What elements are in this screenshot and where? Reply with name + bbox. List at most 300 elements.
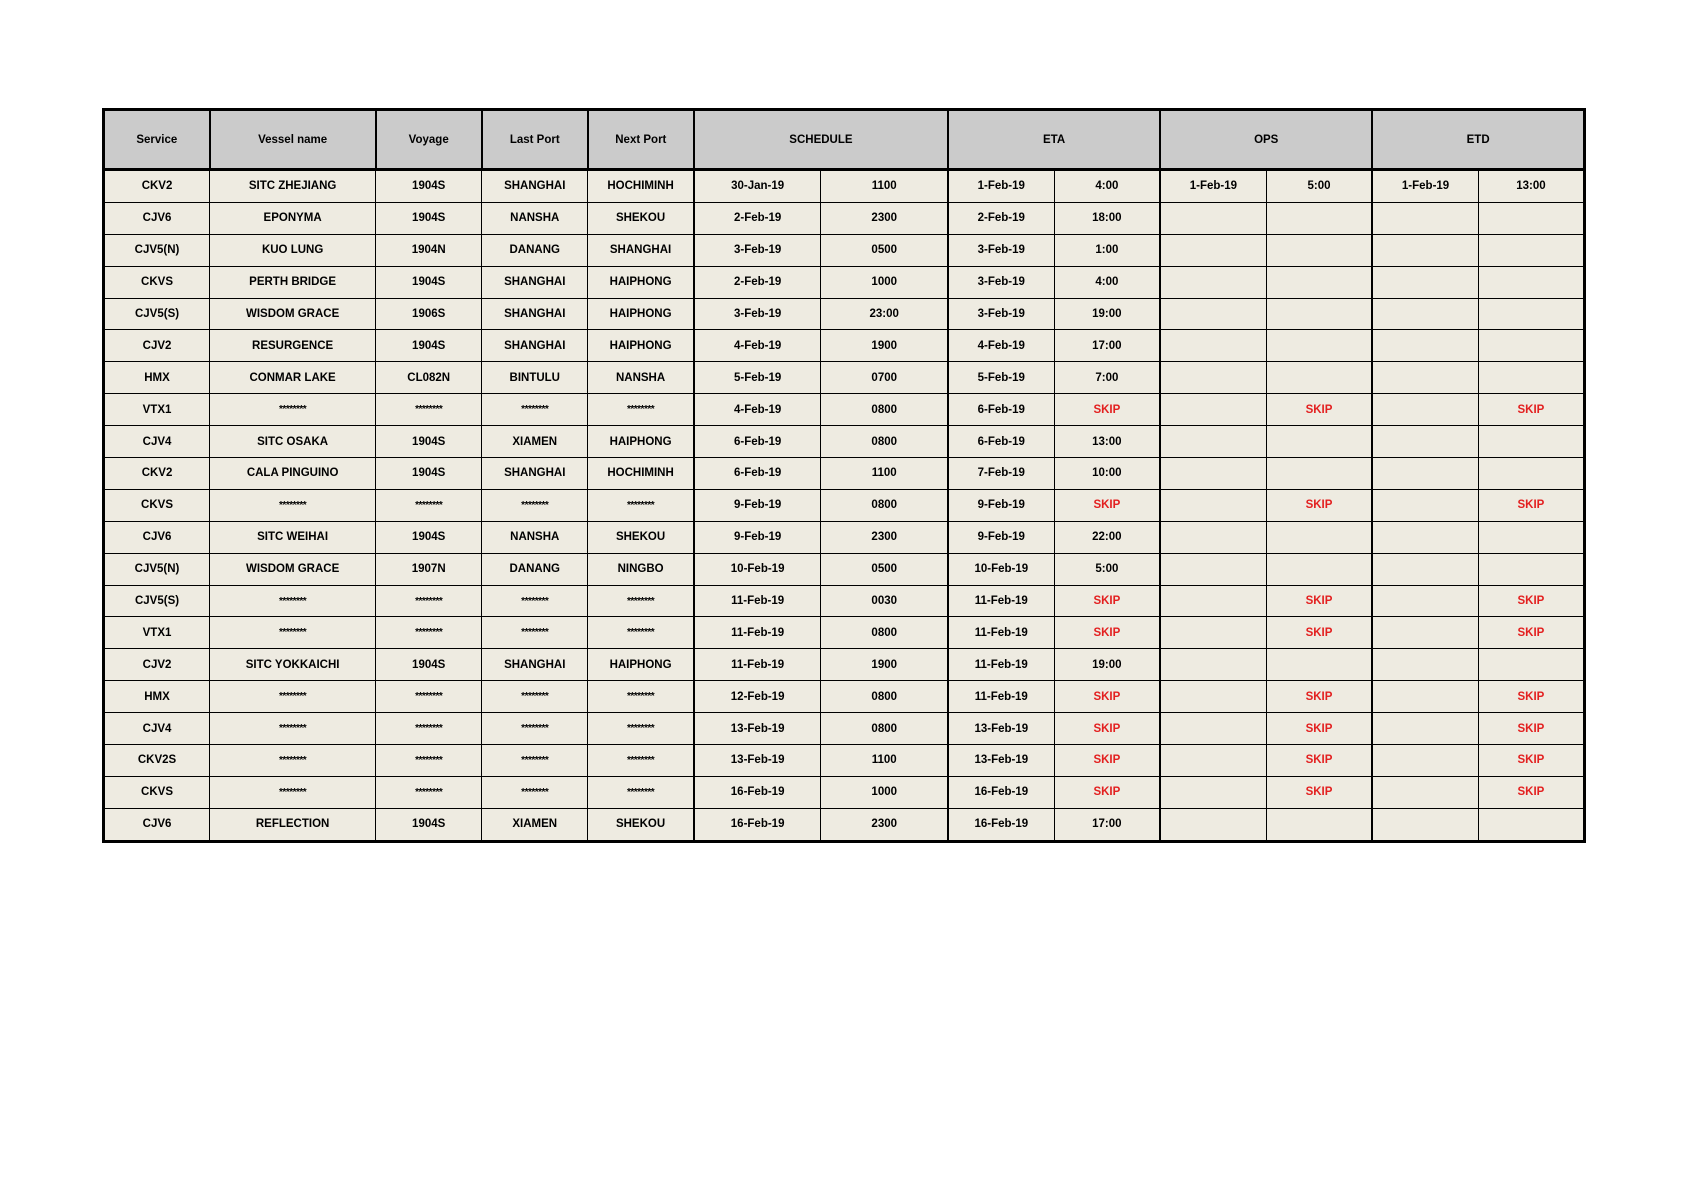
cell-eta-date: 11-Feb-19 <box>948 649 1054 681</box>
cell-ops-date: 1-Feb-19 <box>1160 170 1266 203</box>
cell-eta-date: 9-Feb-19 <box>948 521 1054 553</box>
cell-eta-date: 5-Feb-19 <box>948 362 1054 394</box>
cell-etd-time: 13:00 <box>1478 170 1584 203</box>
cell-etd-time <box>1478 298 1584 330</box>
cell-eta-time: SKIP <box>1054 745 1160 777</box>
cell-etd-date <box>1372 458 1478 490</box>
cell-schedule-date: 10-Feb-19 <box>694 553 821 585</box>
cell-next-port: HOCHIMINH <box>588 458 694 490</box>
cell-etd-time <box>1478 234 1584 266</box>
cell-ops-date <box>1160 234 1266 266</box>
cell-ops-time <box>1266 521 1372 553</box>
cell-ops-date <box>1160 266 1266 298</box>
cell-etd-time: SKIP <box>1478 681 1584 713</box>
cell-eta-time: SKIP <box>1054 617 1160 649</box>
cell-etd-time: SKIP <box>1478 776 1584 808</box>
cell-etd-date <box>1372 776 1478 808</box>
cell-service: CKV2 <box>104 170 210 203</box>
header-row <box>104 110 1585 170</box>
cell-ops-time <box>1266 458 1372 490</box>
cell-etd-time: SKIP <box>1478 713 1584 745</box>
cell-eta-date: 16-Feb-19 <box>948 808 1054 841</box>
cell-next-port: ******** <box>588 617 694 649</box>
cell-next-port: ******** <box>588 713 694 745</box>
cell-vessel-name: PERTH BRIDGE <box>210 266 376 298</box>
cell-eta-date: 13-Feb-19 <box>948 745 1054 777</box>
cell-etd-time <box>1478 649 1584 681</box>
cell-schedule-time: 0500 <box>821 234 948 266</box>
cell-vessel-name: ******** <box>210 394 376 426</box>
cell-ops-time <box>1266 330 1372 362</box>
cell-etd-date <box>1372 585 1478 617</box>
cell-schedule-date: 11-Feb-19 <box>694 617 821 649</box>
cell-ops-date <box>1160 553 1266 585</box>
cell-vessel-name: WISDOM GRACE <box>210 298 376 330</box>
cell-ops-date <box>1160 394 1266 426</box>
cell-next-port: HAIPHONG <box>588 330 694 362</box>
cell-etd-date <box>1372 649 1478 681</box>
cell-eta-time: SKIP <box>1054 713 1160 745</box>
cell-voyage: ******** <box>376 585 482 617</box>
cell-schedule-date: 16-Feb-19 <box>694 776 821 808</box>
cell-schedule-time: 0700 <box>821 362 948 394</box>
table-row <box>104 298 1585 330</box>
cell-service: CJV5(S) <box>104 298 210 330</box>
header-schedule: SCHEDULE <box>694 110 948 170</box>
cell-schedule-time: 0800 <box>821 681 948 713</box>
cell-etd-date <box>1372 426 1478 458</box>
cell-service: CKV2 <box>104 458 210 490</box>
table-row <box>104 521 1585 553</box>
cell-schedule-time: 1000 <box>821 776 948 808</box>
cell-ops-date <box>1160 776 1266 808</box>
cell-vessel-name: RESURGENCE <box>210 330 376 362</box>
cell-etd-time <box>1478 553 1584 585</box>
cell-ops-time: SKIP <box>1266 585 1372 617</box>
cell-etd-time: SKIP <box>1478 617 1584 649</box>
table-row <box>104 808 1585 841</box>
cell-eta-date: 1-Feb-19 <box>948 170 1054 203</box>
cell-eta-time: 19:00 <box>1054 649 1160 681</box>
cell-schedule-date: 11-Feb-19 <box>694 649 821 681</box>
cell-next-port: ******** <box>588 776 694 808</box>
cell-service: CJV2 <box>104 330 210 362</box>
cell-vessel-name: SITC OSAKA <box>210 426 376 458</box>
cell-last-port: XIAMEN <box>482 426 588 458</box>
cell-ops-date <box>1160 585 1266 617</box>
cell-last-port: SHANGHAI <box>482 298 588 330</box>
cell-service: CJV5(N) <box>104 553 210 585</box>
cell-schedule-time: 0800 <box>821 617 948 649</box>
cell-schedule-time: 1100 <box>821 170 948 203</box>
cell-next-port: SHEKOU <box>588 521 694 553</box>
cell-vessel-name: ******** <box>210 776 376 808</box>
cell-ops-time: SKIP <box>1266 394 1372 426</box>
table-row <box>104 745 1585 777</box>
cell-service: CJV4 <box>104 426 210 458</box>
header-ops: OPS <box>1160 110 1372 170</box>
cell-next-port: ******** <box>588 394 694 426</box>
header-next-port: Next Port <box>588 110 694 170</box>
cell-eta-date: 9-Feb-19 <box>948 489 1054 521</box>
cell-service: VTX1 <box>104 617 210 649</box>
cell-vessel-name: WISDOM GRACE <box>210 553 376 585</box>
cell-ops-date <box>1160 808 1266 841</box>
cell-etd-date <box>1372 234 1478 266</box>
cell-vessel-name: ******** <box>210 617 376 649</box>
cell-etd-date <box>1372 681 1478 713</box>
cell-ops-date <box>1160 521 1266 553</box>
cell-voyage: 1904S <box>376 266 482 298</box>
cell-schedule-date: 3-Feb-19 <box>694 298 821 330</box>
cell-etd-date <box>1372 266 1478 298</box>
cell-last-port: SHANGHAI <box>482 458 588 490</box>
cell-voyage: 1904S <box>376 521 482 553</box>
cell-etd-date <box>1372 553 1478 585</box>
table-row <box>104 330 1585 362</box>
cell-etd-time: SKIP <box>1478 394 1584 426</box>
cell-eta-time: SKIP <box>1054 681 1160 713</box>
cell-last-port: ******** <box>482 489 588 521</box>
cell-eta-time: 4:00 <box>1054 170 1160 203</box>
cell-next-port: SHANGHAI <box>588 234 694 266</box>
cell-vessel-name: ******** <box>210 713 376 745</box>
cell-schedule-date: 12-Feb-19 <box>694 681 821 713</box>
cell-schedule-date: 9-Feb-19 <box>694 521 821 553</box>
cell-schedule-time: 0800 <box>821 394 948 426</box>
cell-eta-date: 2-Feb-19 <box>948 202 1054 234</box>
cell-service: CJV5(N) <box>104 234 210 266</box>
cell-etd-date <box>1372 808 1478 841</box>
cell-ops-date <box>1160 745 1266 777</box>
cell-vessel-name: ******** <box>210 745 376 777</box>
table-row <box>104 458 1585 490</box>
cell-ops-date <box>1160 362 1266 394</box>
cell-eta-time: 17:00 <box>1054 330 1160 362</box>
cell-voyage: 1904S <box>376 808 482 841</box>
cell-ops-time: SKIP <box>1266 617 1372 649</box>
cell-etd-time: SKIP <box>1478 585 1584 617</box>
cell-service: CKV2S <box>104 745 210 777</box>
cell-ops-time: SKIP <box>1266 713 1372 745</box>
cell-last-port: SHANGHAI <box>482 266 588 298</box>
cell-eta-date: 6-Feb-19 <box>948 394 1054 426</box>
table-row <box>104 776 1585 808</box>
cell-schedule-date: 6-Feb-19 <box>694 426 821 458</box>
cell-vessel-name: CONMAR LAKE <box>210 362 376 394</box>
cell-schedule-date: 3-Feb-19 <box>694 234 821 266</box>
cell-ops-time <box>1266 202 1372 234</box>
cell-etd-time <box>1478 202 1584 234</box>
cell-etd-time <box>1478 426 1584 458</box>
cell-last-port: ******** <box>482 713 588 745</box>
cell-eta-date: 11-Feb-19 <box>948 681 1054 713</box>
cell-eta-date: 10-Feb-19 <box>948 553 1054 585</box>
cell-eta-time: SKIP <box>1054 585 1160 617</box>
cell-eta-date: 3-Feb-19 <box>948 298 1054 330</box>
cell-schedule-time: 0030 <box>821 585 948 617</box>
cell-service: CJV4 <box>104 713 210 745</box>
table-row <box>104 681 1585 713</box>
table-row <box>104 713 1585 745</box>
cell-schedule-time: 2300 <box>821 521 948 553</box>
cell-last-port: ******** <box>482 617 588 649</box>
cell-eta-time: 4:00 <box>1054 266 1160 298</box>
cell-etd-date <box>1372 745 1478 777</box>
cell-ops-time: SKIP <box>1266 776 1372 808</box>
table-row <box>104 266 1585 298</box>
cell-etd-date <box>1372 617 1478 649</box>
cell-next-port: SHEKOU <box>588 808 694 841</box>
table-row <box>104 426 1585 458</box>
cell-eta-date: 11-Feb-19 <box>948 585 1054 617</box>
cell-vessel-name: EPONYMA <box>210 202 376 234</box>
table-row <box>104 617 1585 649</box>
cell-eta-time: 10:00 <box>1054 458 1160 490</box>
table-row <box>104 489 1585 521</box>
cell-last-port: ******** <box>482 681 588 713</box>
cell-voyage: 1904S <box>376 330 482 362</box>
cell-schedule-date: 2-Feb-19 <box>694 266 821 298</box>
cell-voyage: 1904S <box>376 202 482 234</box>
cell-ops-date <box>1160 330 1266 362</box>
cell-eta-time: 7:00 <box>1054 362 1160 394</box>
cell-voyage: ******** <box>376 713 482 745</box>
table-row <box>104 234 1585 266</box>
cell-next-port: HAIPHONG <box>588 426 694 458</box>
cell-eta-time: 18:00 <box>1054 202 1160 234</box>
cell-voyage: ******** <box>376 776 482 808</box>
cell-next-port: HAIPHONG <box>588 649 694 681</box>
cell-schedule-time: 1900 <box>821 649 948 681</box>
cell-eta-date: 7-Feb-19 <box>948 458 1054 490</box>
cell-next-port: HOCHIMINH <box>588 170 694 203</box>
cell-etd-time <box>1478 330 1584 362</box>
cell-voyage: ******** <box>376 617 482 649</box>
cell-voyage: ******** <box>376 681 482 713</box>
cell-eta-date: 3-Feb-19 <box>948 234 1054 266</box>
cell-next-port: HAIPHONG <box>588 298 694 330</box>
cell-ops-time <box>1266 649 1372 681</box>
cell-eta-time: 17:00 <box>1054 808 1160 841</box>
cell-schedule-date: 30-Jan-19 <box>694 170 821 203</box>
cell-ops-time <box>1266 298 1372 330</box>
cell-service: CJV2 <box>104 649 210 681</box>
cell-eta-date: 6-Feb-19 <box>948 426 1054 458</box>
cell-next-port: ******** <box>588 681 694 713</box>
table-row <box>104 202 1585 234</box>
cell-next-port: NINGBO <box>588 553 694 585</box>
cell-last-port: ******** <box>482 745 588 777</box>
cell-last-port: DANANG <box>482 234 588 266</box>
cell-eta-time: SKIP <box>1054 489 1160 521</box>
cell-last-port: XIAMEN <box>482 808 588 841</box>
cell-voyage: ******** <box>376 489 482 521</box>
cell-schedule-date: 9-Feb-19 <box>694 489 821 521</box>
cell-ops-date <box>1160 681 1266 713</box>
cell-eta-time: 22:00 <box>1054 521 1160 553</box>
cell-next-port: SHEKOU <box>588 202 694 234</box>
cell-etd-time <box>1478 266 1584 298</box>
cell-eta-time: SKIP <box>1054 394 1160 426</box>
cell-schedule-time: 0800 <box>821 489 948 521</box>
table-row <box>104 394 1585 426</box>
cell-service: HMX <box>104 681 210 713</box>
cell-etd-time: SKIP <box>1478 489 1584 521</box>
cell-etd-time <box>1478 362 1584 394</box>
cell-vessel-name: ******** <box>210 489 376 521</box>
cell-schedule-time: 2300 <box>821 808 948 841</box>
cell-last-port: ******** <box>482 585 588 617</box>
cell-ops-date <box>1160 298 1266 330</box>
table-row <box>104 585 1585 617</box>
cell-service: CKVS <box>104 776 210 808</box>
cell-eta-date: 13-Feb-19 <box>948 713 1054 745</box>
cell-service: CJV6 <box>104 521 210 553</box>
cell-schedule-time: 0800 <box>821 426 948 458</box>
cell-vessel-name: KUO LUNG <box>210 234 376 266</box>
cell-service: CJV6 <box>104 808 210 841</box>
cell-eta-date: 3-Feb-19 <box>948 266 1054 298</box>
cell-etd-time <box>1478 521 1584 553</box>
cell-schedule-time: 0800 <box>821 713 948 745</box>
cell-ops-time <box>1266 808 1372 841</box>
cell-etd-time <box>1478 808 1584 841</box>
cell-schedule-date: 11-Feb-19 <box>694 585 821 617</box>
header-last-port: Last Port <box>482 110 588 170</box>
cell-voyage: ******** <box>376 394 482 426</box>
cell-schedule-date: 6-Feb-19 <box>694 458 821 490</box>
cell-ops-time: SKIP <box>1266 681 1372 713</box>
cell-schedule-date: 4-Feb-19 <box>694 394 821 426</box>
cell-etd-date <box>1372 202 1478 234</box>
cell-ops-time: 5:00 <box>1266 170 1372 203</box>
cell-service: CKVS <box>104 266 210 298</box>
cell-eta-time: 19:00 <box>1054 298 1160 330</box>
cell-etd-time: SKIP <box>1478 745 1584 777</box>
cell-schedule-date: 16-Feb-19 <box>694 808 821 841</box>
cell-ops-date <box>1160 458 1266 490</box>
cell-service: CJV5(S) <box>104 585 210 617</box>
cell-voyage: ******** <box>376 745 482 777</box>
cell-schedule-time: 1900 <box>821 330 948 362</box>
cell-last-port: DANANG <box>482 553 588 585</box>
cell-last-port: SHANGHAI <box>482 649 588 681</box>
cell-ops-time: SKIP <box>1266 745 1372 777</box>
cell-last-port: ******** <box>482 776 588 808</box>
cell-voyage: 1907N <box>376 553 482 585</box>
cell-etd-date: 1-Feb-19 <box>1372 170 1478 203</box>
cell-ops-date <box>1160 713 1266 745</box>
cell-vessel-name: SITC ZHEJIANG <box>210 170 376 203</box>
cell-service: VTX1 <box>104 394 210 426</box>
cell-etd-date <box>1372 713 1478 745</box>
cell-eta-date: 11-Feb-19 <box>948 617 1054 649</box>
cell-vessel-name: SITC YOKKAICHI <box>210 649 376 681</box>
cell-etd-date <box>1372 521 1478 553</box>
cell-schedule-time: 1100 <box>821 745 948 777</box>
cell-voyage: 1904S <box>376 649 482 681</box>
cell-etd-date <box>1372 330 1478 362</box>
cell-service: CKVS <box>104 489 210 521</box>
cell-vessel-name: CALA PINGUINO <box>210 458 376 490</box>
cell-next-port: ******** <box>588 489 694 521</box>
cell-etd-date <box>1372 362 1478 394</box>
cell-ops-time <box>1266 362 1372 394</box>
cell-voyage: 1904N <box>376 234 482 266</box>
cell-schedule-time: 23:00 <box>821 298 948 330</box>
cell-ops-date <box>1160 489 1266 521</box>
cell-ops-date <box>1160 649 1266 681</box>
cell-schedule-time: 2300 <box>821 202 948 234</box>
cell-eta-date: 16-Feb-19 <box>948 776 1054 808</box>
cell-etd-date <box>1372 298 1478 330</box>
cell-next-port: ******** <box>588 585 694 617</box>
cell-etd-date <box>1372 489 1478 521</box>
cell-voyage: 1904S <box>376 458 482 490</box>
table-row <box>104 649 1585 681</box>
cell-last-port: BINTULU <box>482 362 588 394</box>
cell-schedule-date: 2-Feb-19 <box>694 202 821 234</box>
header-etd: ETD <box>1372 110 1584 170</box>
cell-etd-time <box>1478 458 1584 490</box>
table-header <box>104 110 1585 170</box>
cell-schedule-time: 1000 <box>821 266 948 298</box>
cell-last-port: NANSHA <box>482 202 588 234</box>
cell-next-port: HAIPHONG <box>588 266 694 298</box>
cell-last-port: ******** <box>482 394 588 426</box>
header-voyage: Voyage <box>376 110 482 170</box>
header-service: Service <box>104 110 210 170</box>
cell-ops-date <box>1160 617 1266 649</box>
cell-ops-time: SKIP <box>1266 489 1372 521</box>
cell-vessel-name: ******** <box>210 681 376 713</box>
cell-vessel-name: SITC WEIHAI <box>210 521 376 553</box>
cell-ops-time <box>1266 426 1372 458</box>
cell-eta-date: 4-Feb-19 <box>948 330 1054 362</box>
cell-schedule-time: 0500 <box>821 553 948 585</box>
cell-ops-date <box>1160 426 1266 458</box>
cell-ops-time <box>1266 553 1372 585</box>
cell-voyage: 1904S <box>376 426 482 458</box>
cell-last-port: SHANGHAI <box>482 170 588 203</box>
table-row <box>104 553 1585 585</box>
header-vessel-name: Vessel name <box>210 110 376 170</box>
cell-voyage: 1906S <box>376 298 482 330</box>
cell-service: CJV6 <box>104 202 210 234</box>
cell-voyage: CL082N <box>376 362 482 394</box>
cell-eta-time: SKIP <box>1054 776 1160 808</box>
cell-next-port: ******** <box>588 745 694 777</box>
cell-schedule-date: 13-Feb-19 <box>694 713 821 745</box>
cell-next-port: NANSHA <box>588 362 694 394</box>
cell-schedule-time: 1100 <box>821 458 948 490</box>
cell-eta-time: 5:00 <box>1054 553 1160 585</box>
cell-eta-time: 13:00 <box>1054 426 1160 458</box>
cell-etd-date <box>1372 394 1478 426</box>
cell-schedule-date: 13-Feb-19 <box>694 745 821 777</box>
cell-ops-time <box>1266 266 1372 298</box>
cell-ops-date <box>1160 202 1266 234</box>
table-body <box>104 170 1585 842</box>
cell-last-port: NANSHA <box>482 521 588 553</box>
cell-ops-time <box>1266 234 1372 266</box>
cell-voyage: 1904S <box>376 170 482 203</box>
cell-last-port: SHANGHAI <box>482 330 588 362</box>
cell-vessel-name: REFLECTION <box>210 808 376 841</box>
table-row <box>104 362 1585 394</box>
cell-schedule-date: 4-Feb-19 <box>694 330 821 362</box>
